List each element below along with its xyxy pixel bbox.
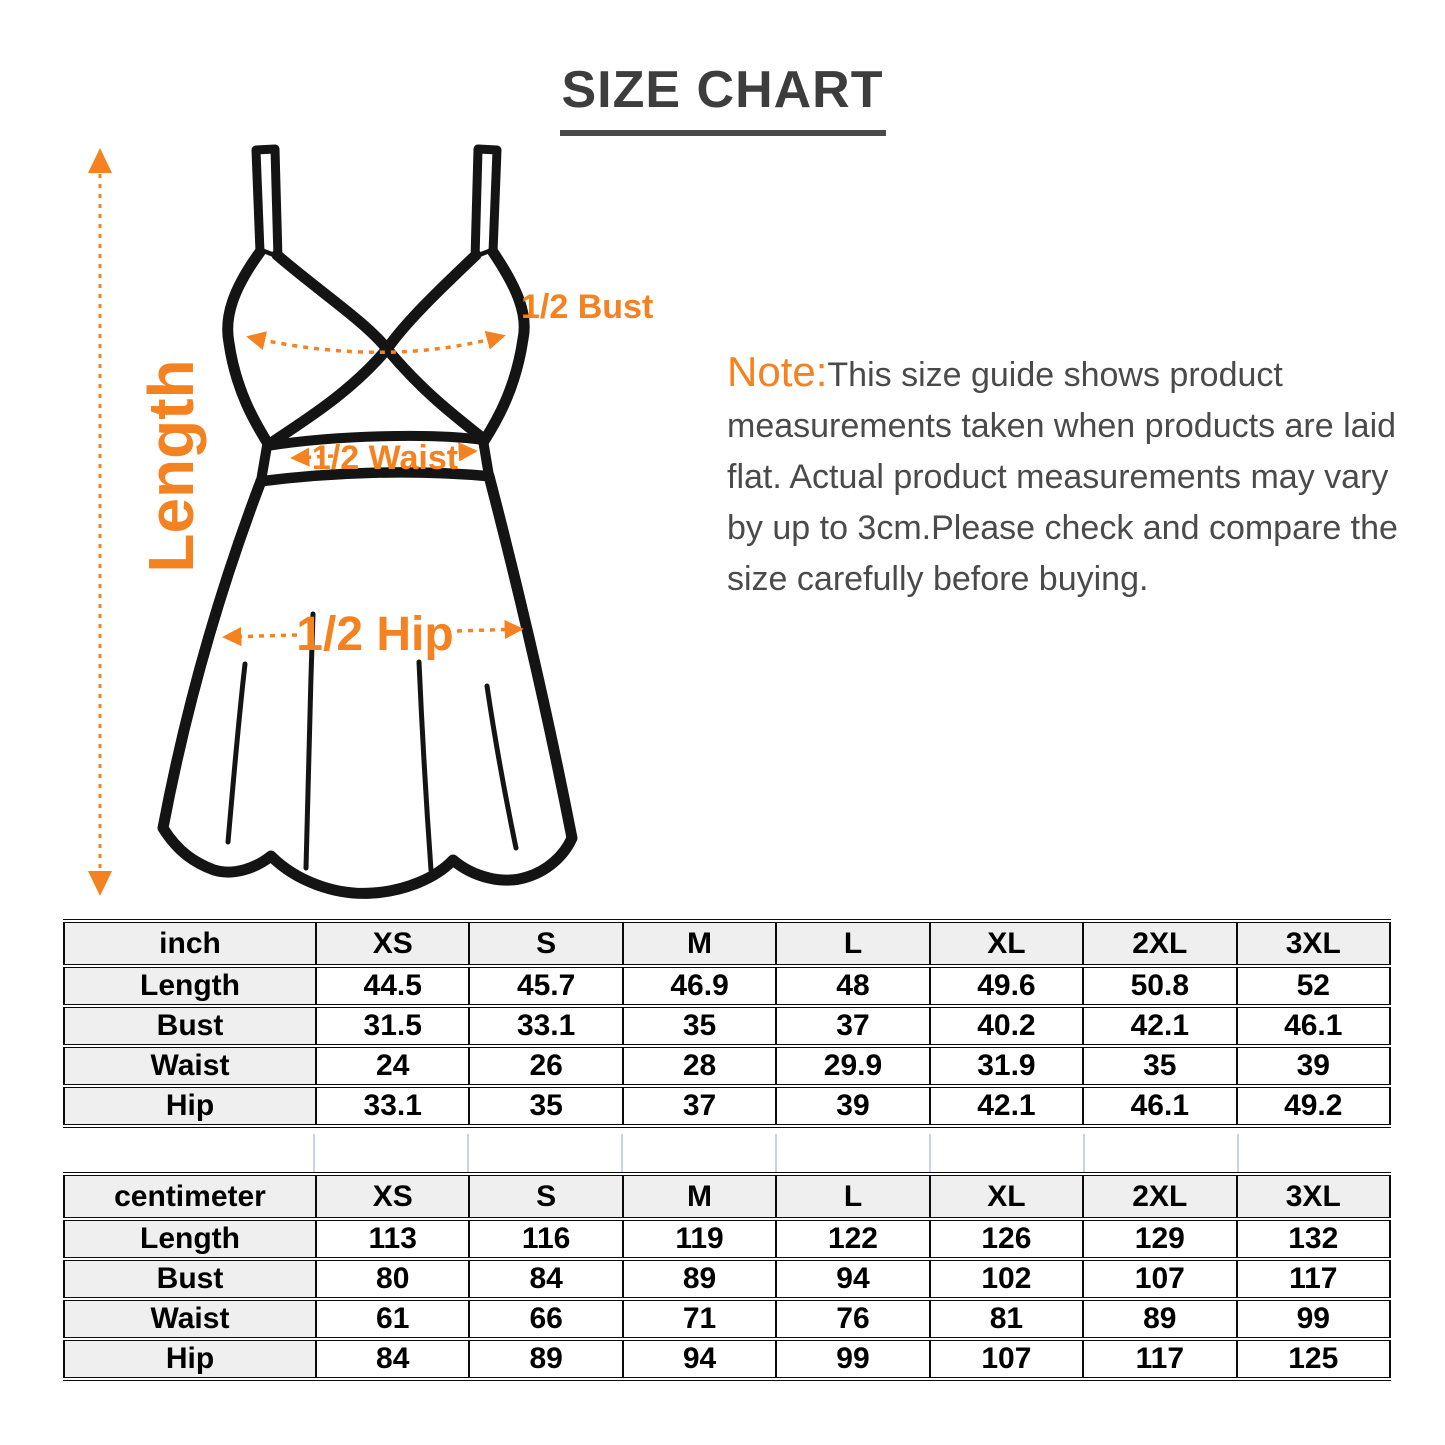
value-cell: 81 (930, 1299, 1083, 1339)
size-column-header: L (776, 1174, 929, 1219)
measurement-row (64, 1086, 1390, 1126)
value-cell: 29.9 (776, 1046, 929, 1086)
value-cell: 35 (1083, 1046, 1236, 1086)
value-cell: 84 (469, 1259, 622, 1299)
value-cell: 39 (1237, 1046, 1390, 1086)
size-column-header: S (469, 1174, 622, 1219)
measurement-row (64, 1219, 1390, 1259)
gap-gridline (313, 1134, 315, 1172)
gap-gridline (775, 1134, 777, 1172)
value-cell: 61 (316, 1299, 469, 1339)
size-column-header: L (776, 921, 929, 966)
value-cell: 33.1 (316, 1086, 469, 1126)
note-label: Note: (727, 348, 828, 395)
value-cell: 28 (623, 1046, 776, 1086)
value-cell: 122 (776, 1219, 929, 1259)
value-cell: 126 (930, 1219, 1083, 1259)
length-label: Length (135, 359, 207, 573)
value-cell: 24 (316, 1046, 469, 1086)
value-cell: 94 (623, 1339, 776, 1379)
inch-size-table (63, 919, 1391, 1128)
value-cell: 89 (623, 1259, 776, 1299)
value-cell: 71 (623, 1299, 776, 1339)
size-column-header: 2XL (1083, 921, 1236, 966)
value-cell: 66 (469, 1299, 622, 1339)
row-label: Bust (64, 1259, 316, 1299)
measurement-row (64, 1299, 1390, 1339)
size-column-header: 3XL (1237, 921, 1390, 966)
value-cell: 117 (1237, 1259, 1390, 1299)
value-cell: 50.8 (1083, 966, 1236, 1006)
row-label: Bust (64, 1006, 316, 1046)
value-cell: 113 (316, 1219, 469, 1259)
value-cell: 107 (1083, 1259, 1236, 1299)
measurement-row (64, 1006, 1390, 1046)
page-title-wrap (0, 60, 1445, 136)
measurement-row (64, 1339, 1390, 1379)
value-cell: 35 (623, 1006, 776, 1046)
size-column-header: M (623, 921, 776, 966)
length-arrowhead-bottom (88, 871, 112, 896)
length-arrow (88, 148, 112, 896)
page-title: SIZE CHART (560, 60, 886, 136)
value-cell: 80 (316, 1259, 469, 1299)
value-cell: 76 (776, 1299, 929, 1339)
row-label: Waist (64, 1046, 316, 1086)
value-cell: 26 (469, 1046, 622, 1086)
value-cell: 35 (469, 1086, 622, 1126)
value-cell: 52 (1237, 966, 1390, 1006)
bust-label: 1/2 Bust (521, 288, 654, 326)
value-cell: 44.5 (316, 966, 469, 1006)
size-column-header: XL (930, 1174, 1083, 1219)
bodice-fill (228, 252, 525, 447)
value-cell: 42.1 (1083, 1006, 1236, 1046)
measurement-row (64, 1046, 1390, 1086)
value-cell: 94 (776, 1259, 929, 1299)
header-row (64, 921, 1390, 966)
gap-gridline (929, 1134, 931, 1172)
note-paragraph (727, 350, 1405, 605)
gap-gridline (1083, 1134, 1085, 1172)
right-strap (475, 149, 497, 259)
value-cell: 99 (776, 1339, 929, 1379)
value-cell: 129 (1083, 1219, 1236, 1259)
value-cell: 42.1 (930, 1086, 1083, 1126)
value-cell: 49.6 (930, 966, 1083, 1006)
value-cell: 48 (776, 966, 929, 1006)
table-gap (63, 1134, 1391, 1172)
row-label: Hip (64, 1086, 316, 1126)
dress-measurement-diagram (75, 140, 695, 920)
value-cell: 132 (1237, 1219, 1390, 1259)
size-column-header: M (623, 1174, 776, 1219)
value-cell: 37 (623, 1086, 776, 1126)
row-label: Hip (64, 1339, 316, 1379)
dress-outline (163, 149, 572, 893)
value-cell: 116 (469, 1219, 622, 1259)
value-cell: 99 (1237, 1299, 1390, 1339)
size-column-header: XL (930, 921, 1083, 966)
value-cell: 46.1 (1083, 1086, 1236, 1126)
value-cell: 40.2 (930, 1006, 1083, 1046)
row-label: Length (64, 966, 316, 1006)
gap-gridline (1237, 1134, 1239, 1172)
row-label: Waist (64, 1299, 316, 1339)
unit-header: centimeter (64, 1174, 316, 1219)
waist-label: 1/2 Waist (311, 439, 459, 477)
row-label: Length (64, 1219, 316, 1259)
value-cell: 107 (930, 1339, 1083, 1379)
value-cell: 125 (1237, 1339, 1390, 1379)
gap-gridline (621, 1134, 623, 1172)
value-cell: 46.9 (623, 966, 776, 1006)
value-cell: 37 (776, 1006, 929, 1046)
size-column-header: 3XL (1237, 1174, 1390, 1219)
value-cell: 102 (930, 1259, 1083, 1299)
value-cell: 117 (1083, 1339, 1236, 1379)
note-text: This size guide shows product measurements taken when products are laid flat. Actual product measurements may vary by up to 3cm.Please check and compare the size carefully before buying. (727, 356, 1398, 598)
unit-header: inch (64, 921, 316, 966)
header-row (64, 1174, 1390, 1219)
measurement-row (64, 966, 1390, 1006)
measurement-row (64, 1259, 1390, 1299)
size-column-header: XS (316, 1174, 469, 1219)
gap-gridline (467, 1134, 469, 1172)
value-cell: 49.2 (1237, 1086, 1390, 1126)
value-cell: 33.1 (469, 1006, 622, 1046)
hip-label: 1/2 Hip (296, 608, 454, 661)
size-column-header: S (469, 921, 622, 966)
value-cell: 89 (1083, 1299, 1236, 1339)
value-cell: 31.9 (930, 1046, 1083, 1086)
value-cell: 39 (776, 1086, 929, 1126)
value-cell: 119 (623, 1219, 776, 1259)
size-column-header: XS (316, 921, 469, 966)
value-cell: 46.1 (1237, 1006, 1390, 1046)
value-cell: 31.5 (316, 1006, 469, 1046)
value-cell: 84 (316, 1339, 469, 1379)
value-cell: 89 (469, 1339, 622, 1379)
value-cell: 45.7 (469, 966, 622, 1006)
left-strap (256, 149, 278, 259)
length-arrowhead-top (88, 148, 112, 173)
size-column-header: 2XL (1083, 1174, 1236, 1219)
centimeter-size-table (63, 1172, 1391, 1381)
